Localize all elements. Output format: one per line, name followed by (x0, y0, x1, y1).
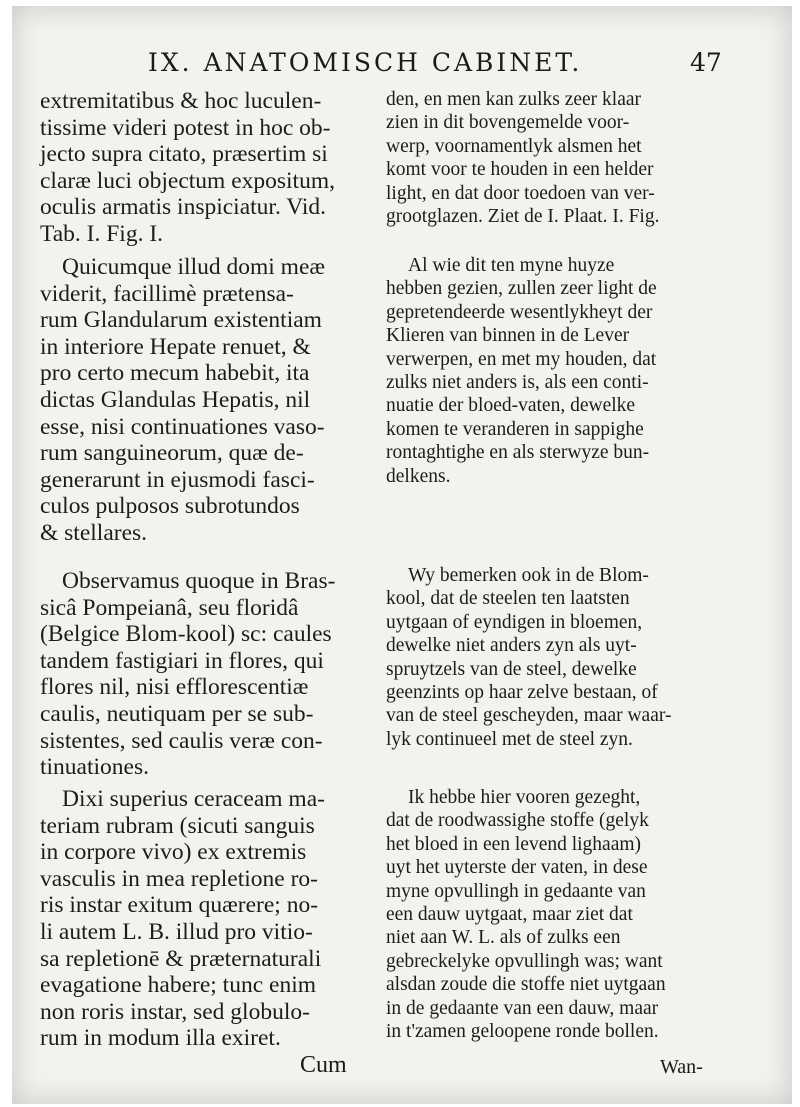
text-line: Tab. I. Fig. I. (40, 220, 164, 247)
text-line: teriam rubram (sicuti sanguis (40, 812, 315, 839)
text-line: hebben gezien, zullen zeer light de (386, 278, 657, 300)
text-line: komen te veranderen in sappighe (386, 418, 644, 440)
text-line: myne opvullingh in gedaante van (386, 880, 646, 902)
text-line: nuatie der bloed-vaten, dewelke (386, 395, 636, 417)
text-line: rum Glandularum existentiam (40, 307, 322, 334)
text-line: een dauw uytgaat, maar ziet dat (386, 904, 633, 926)
text-line: evagatione habere; tunc enim (40, 972, 316, 999)
dutch-paragraph-3 (386, 564, 722, 751)
text-line: zien in dit bovengemelde voor- (386, 112, 630, 134)
text-line: light, en dat door toedoen van ver- (386, 182, 655, 204)
text-line: gebreckelyke opvullingh was; want (386, 950, 663, 972)
text-line: & stellares. (40, 519, 148, 546)
text-line: esse, nisi continuationes vaso- (40, 413, 325, 440)
text-line: geenzints op haar zelve bestaan, of (386, 682, 658, 704)
text-line: gepretendeerde wesentlykheyt der (386, 301, 653, 323)
text-line: kool, dat de steelen ten laatsten (386, 588, 630, 610)
text-line: het bloed in een levend lighaam) (386, 833, 642, 855)
dutch-catchword: Wan- (660, 1056, 703, 1078)
text-line: in interiore Hepate renuet, & (40, 333, 311, 360)
running-title: IX. ANATOMISCH CABINET. (148, 48, 583, 77)
text-line: in de gedaante van een dauw, maar (386, 997, 659, 1019)
latin-paragraph-4 (40, 786, 358, 1052)
text-line: jecto supra citato, præsertim si (40, 141, 328, 168)
text-line: spruytzels van de steel, dewelke (386, 658, 637, 680)
text-line: Dixi superius ceraceam ma- (62, 786, 325, 812)
text-line: in t'zamen geloopene ronde bollen. (386, 1021, 659, 1043)
text-line: Klieren van binnen in de Lever (386, 325, 630, 347)
text-line: flores nil, nisi efflorescentiæ (40, 674, 309, 701)
latin-catchword: Cum (300, 1052, 347, 1078)
text-line: grootglazen. Ziet de I. Plaat. I. Fig. (386, 206, 660, 228)
text-line: non roris instar, sed globulo- (40, 998, 310, 1025)
text-line: ris instar exitum quærere; no- (40, 892, 319, 919)
latin-paragraph-2 (40, 254, 358, 547)
text-line: extremitatibus & hoc luculen- (40, 88, 322, 114)
text-line: pro certo mecum habebit, ita (40, 360, 310, 387)
text-line: zulks niet anders is, als een conti- (386, 372, 649, 394)
text-line: Quicumque illud domi meæ (62, 254, 326, 280)
text-line: vasculis in mea repletione ro- (40, 865, 318, 892)
text-line: sa repletionē & præternaturali (40, 945, 322, 972)
text-line: Ik hebbe hier vooren gezeght, (408, 787, 641, 808)
text-line: den, en men kan zulks zeer klaar (386, 89, 642, 110)
text-line: dictas Glandulas Hepatis, nil (40, 386, 311, 413)
text-line: viderit, facillimè prætensa- (40, 280, 294, 307)
text-line: tandem fastigiari in flores, qui (40, 647, 324, 674)
dutch-paragraph-4 (386, 786, 722, 1043)
text-line: alsdan zoude die stoffe niet uytgaan (386, 974, 666, 996)
text-line: uytgaan of eyndigen in bloemen, (386, 611, 643, 633)
text-line: (Belgice Blom-kool) sc: caules (40, 621, 332, 648)
text-line: tinuationes. (40, 754, 149, 781)
text-line: culos pulposos subrotundos (40, 493, 300, 520)
text-line: generarunt in ejusmodi fasci- (40, 466, 315, 493)
text-line: lyk continueel met de steel zyn. (386, 728, 633, 750)
latin-paragraph-3 (40, 568, 358, 781)
text-line: claræ luci objectum expositum, (40, 167, 335, 194)
text-line: Observamus quoque in Bras- (62, 568, 336, 594)
text-line: oculis armatis inspiciatur. Vid. (40, 194, 326, 221)
text-line: dat de roodwassighe stoffe (gelyk (386, 810, 649, 832)
text-line: rum sanguineorum, quæ de- (40, 440, 304, 467)
text-line: Wy bemerken ook in de Blom- (408, 565, 649, 586)
text-line: rontaghtighe en als sterwyze bun- (386, 442, 650, 464)
text-line: delkens. (386, 465, 451, 487)
text-line: niet aan W. L. als of zulks een (386, 927, 621, 949)
page-header (0, 48, 800, 88)
latin-paragraph-1 (40, 88, 358, 248)
dutch-paragraph-1 (386, 88, 722, 228)
text-line: dewelke niet anders zyn als uyt- (386, 635, 637, 657)
text-line: sicâ Pompeianâ, seu floridâ (40, 594, 299, 621)
text-line: sistentes, sed caulis veræ con- (40, 727, 323, 754)
text-line: Al wie dit ten myne huyze (408, 255, 615, 276)
text-line: caulis, neutiquam per se sub- (40, 700, 314, 727)
text-line: rum in modum illa exiret. (40, 1025, 281, 1052)
text-line: in corpore vivo) ex extremis (40, 839, 307, 866)
text-line: komt voor te houden in een helder (386, 159, 654, 181)
text-line: van de steel gescheyden, maar waar- (386, 705, 672, 727)
text-line: werp, voornamentlyk alsmen het (386, 135, 642, 157)
dutch-paragraph-2 (386, 254, 722, 488)
text-line: uyt het uyterste der vaten, in dese (386, 857, 648, 879)
text-line: verwerpen, en met my houden, dat (386, 348, 657, 370)
text-line: li autem L. B. illud pro vitio- (40, 918, 313, 945)
text-line: tissime videri potest in hoc ob- (40, 114, 331, 141)
page-number: 47 (690, 48, 722, 77)
